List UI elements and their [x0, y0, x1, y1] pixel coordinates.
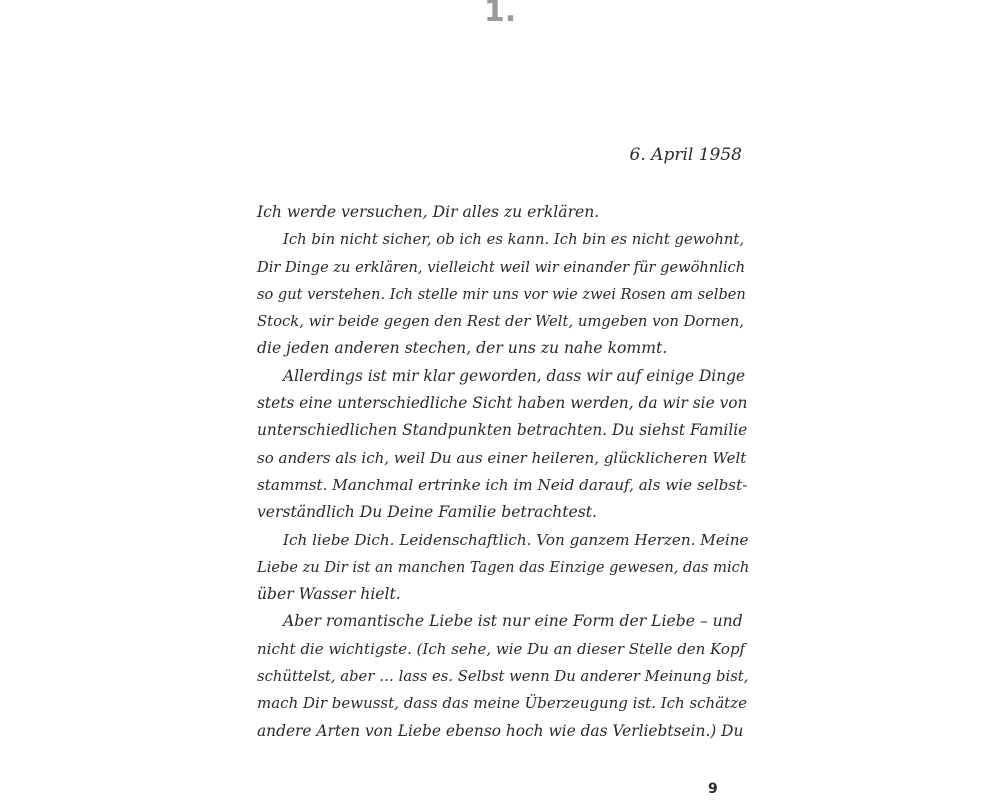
body-line: Ich bin nicht sicher, ob ich es kann. Ich bin es nicht gewohnt, — [283, 231, 745, 249]
chapter-number: 1. — [483, 0, 517, 29]
body-line: Liebe zu Dir ist an manchen Tagen das Einzige gewesen, das mich — [257, 558, 750, 576]
body-line: schüttelst, aber … lass es. Selbst wenn Du anderer Meinung bist, — [257, 668, 749, 686]
letter-date: 6. April 1958 — [629, 145, 742, 165]
body-line: unterschiedlichen Standpunkten betrachten. Du siehst Familie — [257, 421, 748, 440]
body-line: über Wasser hielt. — [257, 585, 401, 604]
body-line: die jeden anderen stechen, der uns zu nahe kommt. — [257, 339, 668, 358]
body-line: stets eine unterschiedliche Sicht haben werden, da wir sie von — [257, 394, 748, 413]
body-line: Ich liebe Dich. Leidenschaftlich. Von ganzem Herzen. Meine — [283, 530, 749, 549]
page-number: 9 — [708, 781, 718, 797]
body-line: Allerdings ist mir klar geworden, dass wir auf einige Dinge — [283, 366, 746, 385]
body-line: Dir Dinge zu erklären, vielleicht weil wir einander für gewöhnlich — [257, 258, 746, 276]
body-line: mach Dir bewusst, dass das meine Überzeugung ist. Ich schätze — [257, 694, 747, 713]
body-line: verständlich Du Deine Familie betrachtest. — [257, 503, 597, 522]
body-line: stammst. Manchmal ertrinke ich im Neid darauf, als wie selbst- — [257, 475, 748, 494]
body-line: Stock, wir beide gegen den Rest der Welt, umgeben von Dornen, — [257, 313, 744, 331]
body-line: Aber romantische Liebe ist nur eine Form der Liebe – und — [283, 612, 743, 631]
body-line: Ich werde versuchen, Dir alles zu erklären. — [257, 203, 600, 221]
body-line: nicht die wichtigste. (Ich sehe, wie Du an dieser Stelle den Kopf — [257, 639, 746, 658]
letter-body — [257, 199, 749, 745]
body-line: so anders als ich, weil Du aus einer heileren, glücklicheren Welt — [257, 448, 747, 467]
body-line: andere Arten von Liebe ebenso hoch wie das Verliebtsein.) Du — [257, 721, 744, 740]
body-line: so gut verstehen. Ich stelle mir uns vor wie zwei Rosen am selben — [257, 285, 746, 303]
